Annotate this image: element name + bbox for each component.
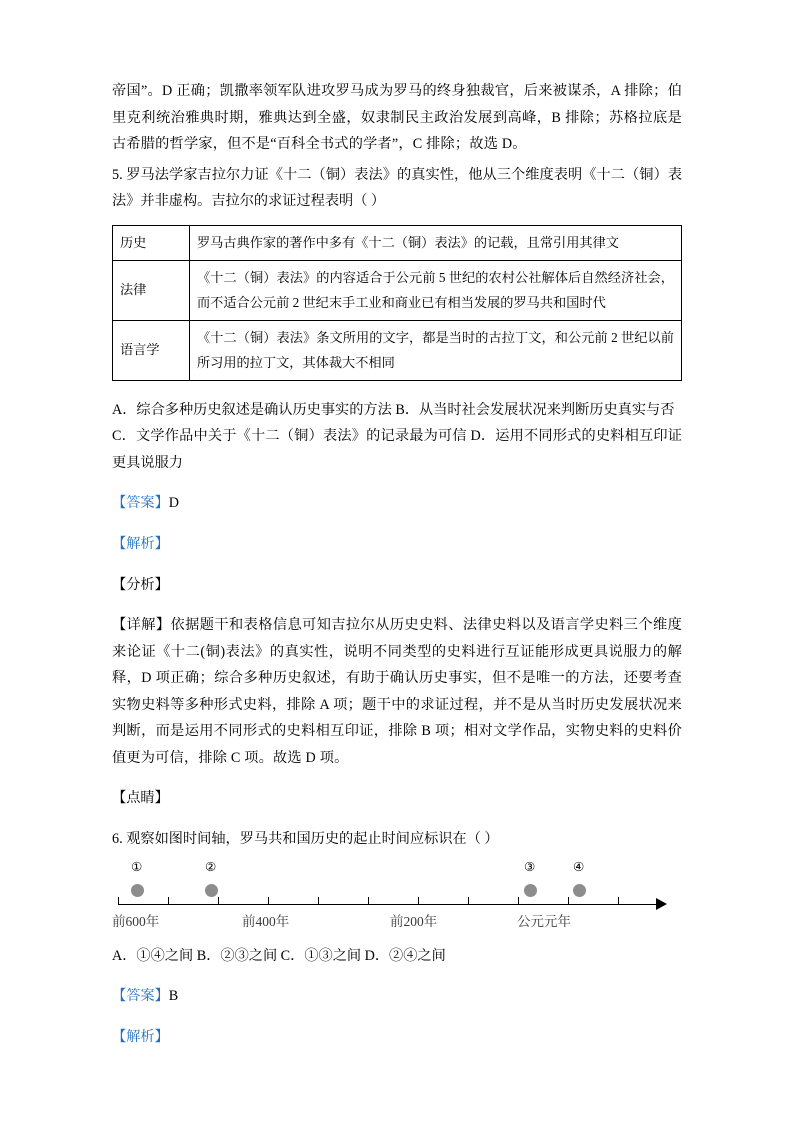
timeline-tick (168, 897, 169, 905)
table-row-label: 法律 (113, 260, 190, 320)
question-6-answer (112, 983, 682, 1010)
table-row (113, 260, 682, 320)
timeline-marker-1 (131, 884, 144, 897)
question-5-dianjing-label: 【点睛】 (112, 790, 169, 807)
timeline-figure (112, 857, 682, 943)
table-row-text: 罗马古典作家的著作中多有《十二（铜）表法》的记载，且常引用其律文 (190, 225, 682, 260)
question-5-number: 5. (112, 166, 123, 183)
timeline-marker-2 (205, 884, 218, 897)
question-5-xiangjie (112, 612, 682, 771)
evidence-table (112, 225, 682, 381)
question-5-options-line-2: C．文学作品中关于《十二（铜）表法》的记录最为可信 D．运用不同形式的史料相互印证更具说服力 (112, 428, 682, 471)
table-row (113, 225, 682, 260)
question-6-options-line: A．①④之间 B．②③之间 C．①③之间 D．②④之间 (112, 947, 446, 964)
question-6-stem-text: 观察如图时间轴，罗马共和国历史的起止时间应标识在（ ） (126, 831, 499, 848)
xiangjie-label: 【详解】 (112, 617, 171, 634)
question-5-fenxi-label: 【分析】 (112, 576, 169, 593)
timeline-tick (268, 897, 269, 905)
timeline-tick (518, 897, 519, 905)
timeline-tick (568, 897, 569, 905)
table-row (113, 320, 682, 380)
timeline-circled-2: ② (205, 858, 217, 874)
timeline-tick (468, 897, 469, 905)
answer-value: B (168, 988, 179, 1005)
timeline-tick (218, 897, 219, 905)
timeline-tick (618, 897, 619, 905)
table-row-text: 《十二（铜）表法》的内容适合于公元前 5 世纪的农村公社解体后自然经济社会，而不适合公元前 2 世纪末手工业和商业已有相当发展的罗马共和国时代 (190, 260, 682, 320)
timeline-tick (118, 897, 119, 905)
question-5-stem (112, 162, 682, 215)
timeline-axis (118, 904, 658, 905)
timeline-tick (318, 897, 319, 905)
question-5-stem-text: 罗马法学家吉拉尔力证《十二（铜）表法》的真实性，他从三个维度表明《十二（铜）表法》并非虚构。吉拉尔的求证过程表明（ ） (112, 166, 683, 209)
timeline-tick (368, 897, 369, 905)
table-row-text: 《十二（铜）表法》条文所用的文字，都是当时的古拉丁文，和公元前 2 世纪以前所习用的拉丁文，其体裁大不相同 (190, 320, 682, 380)
timeline-tick (418, 897, 419, 905)
question-5-analysis-label: 【解析】 (112, 535, 169, 552)
timeline-axis-label-1: 前600年 (112, 913, 160, 929)
timeline-axis-label-2: 前400年 (242, 913, 290, 929)
question-5-options-line-1: A．综合多种历史叙述是确认历史事实的方法 B．从当时社会发展状况来判断历史真实与否 (112, 401, 675, 418)
question-5-answer (112, 490, 682, 517)
table-row-label: 历史 (113, 225, 190, 260)
xiangjie-text: 依据题干和表格信息可知吉拉尔从历史史料、法律史料以及语言学史料三个维度来论证《十二(铜)表法》的真实性，说明不同类型的史料进行互证能形成更具说服力的解释，D 项正确；综合多种历史叙述，有助于确认历史事实，但不是唯一的方法，还要考查实物史料等多种形式史料，排除 A 项；题干中的求证过程，并不是从当时历史发展状况来判断，而是运用不同形式的史料相互印证，排除 B 项；相对文学作品，实物史料的史料价值更为可信，排除 C 项。故选 D 项。 (112, 617, 682, 766)
paragraph-continuation: 帝国”。D 正确；凯撒率领军队进攻罗马成为罗马的终身独裁官，后来被谋杀，A 排除；伯里克利统治雅典时期，雅典达到全盛，奴隶制民主政治发展到高峰，B 排除；苏格拉底是古希腊的哲学家，但不是“百科全书式的学者”，C 排除；故选 D。 (112, 83, 682, 152)
timeline-circled-4: ④ (573, 858, 585, 874)
answer-label: 【答案】 (112, 495, 169, 512)
table-row-label: 语言学 (113, 320, 190, 380)
timeline-arrow-icon (656, 898, 667, 910)
question-6-analysis-label: 【解析】 (112, 1029, 169, 1045)
timeline-circled-1: ① (131, 858, 143, 874)
timeline-axis-label-3: 前200年 (390, 913, 438, 929)
question-6-number: 6. (112, 831, 123, 848)
timeline-marker-4 (573, 884, 586, 897)
answer-value: D (168, 495, 180, 512)
timeline-axis-label-4: 公元元年 (517, 913, 571, 929)
question-6-stem (112, 826, 682, 853)
answer-label: 【答案】 (112, 988, 169, 1005)
timeline-circled-3: ③ (524, 858, 536, 874)
timeline-marker-3 (524, 884, 537, 897)
